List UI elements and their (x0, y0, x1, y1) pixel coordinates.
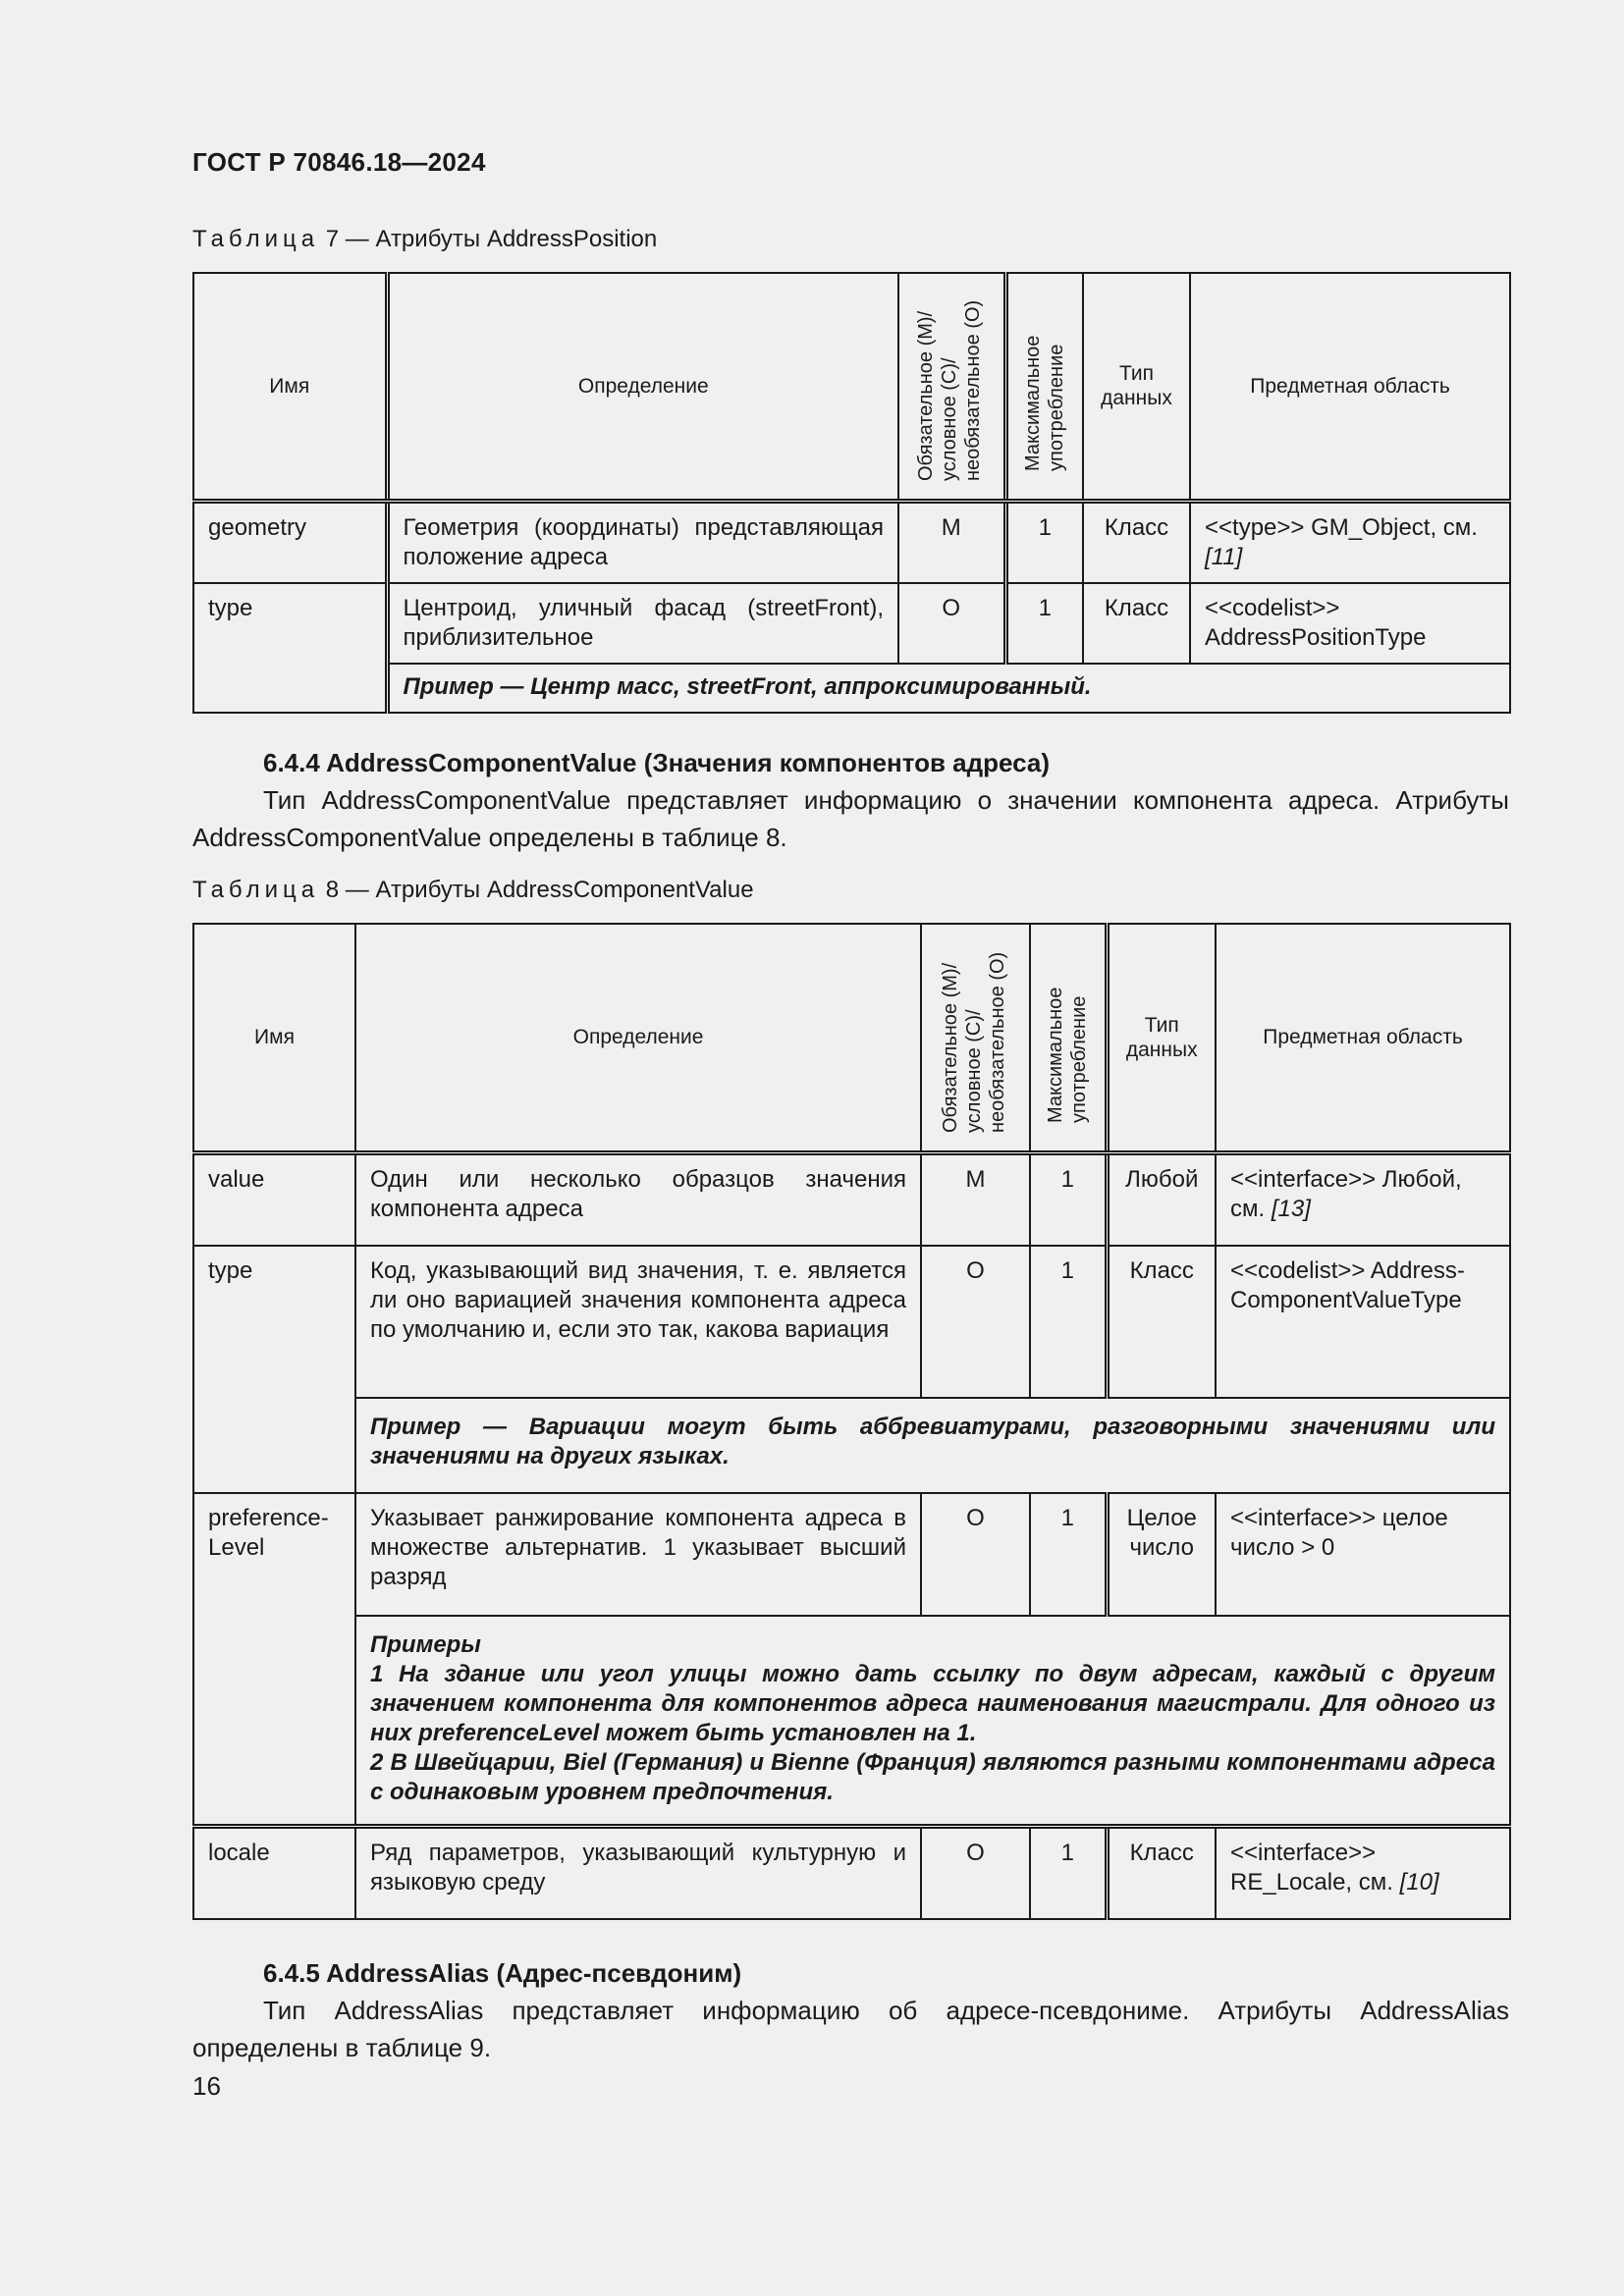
table7-cell-type: Класс (1083, 501, 1190, 583)
table8-example-type: Пример — Вариации могут быть аббревиатурами, разговорными значениями или значениями на других языках. (355, 1398, 1510, 1493)
table8-cell-type: Целое число (1107, 1493, 1216, 1616)
table7-caption (192, 226, 657, 253)
section-6-4-4 (192, 744, 1509, 856)
page-number: 16 (192, 2071, 221, 2101)
table8-cell-domain (1216, 1493, 1510, 1616)
section-heading: 6.4.4 AddressComponentValue (Значения компонентов адреса) (263, 748, 1051, 777)
table8-cell-max: 1 (1030, 1826, 1107, 1919)
table8-cell-domain (1216, 1826, 1510, 1919)
table-row (193, 1246, 1510, 1398)
table-row (193, 1398, 1510, 1493)
table-row (193, 1493, 1510, 1616)
table8-header-max-text: Максимальное употребление (1045, 987, 1091, 1123)
table7-cell-name: type (193, 583, 387, 713)
table7-header-domain: Предметная область (1190, 273, 1510, 501)
table8-cell-domain (1216, 1152, 1510, 1246)
table8-header-max (1030, 924, 1107, 1152)
section-6-4-5 (192, 1954, 1509, 2066)
table8-caption-word: Таблица (192, 877, 320, 903)
table8-domain-text: <<codelist>> Address-ComponentValueType (1230, 1257, 1465, 1313)
table7-header-definition: Определение (387, 273, 898, 501)
table8-domain-text: <<interface>> Любой, см. (1230, 1165, 1462, 1222)
table7-header-row (193, 273, 1510, 501)
table-row (193, 501, 1510, 583)
table8-caption (192, 877, 754, 904)
table7-header-obligation-text: Обязательное (M)/ условное (C)/ необязательное (O) (915, 300, 985, 482)
table8-header-domain: Предметная область (1216, 924, 1510, 1152)
table8-cell-obligation: M (921, 1152, 1030, 1246)
table7-example: Пример — Центр масс, streetFront, аппроксимированный. (387, 664, 1510, 713)
table8-domain-text: <<interface>> целое число > 0 (1230, 1505, 1448, 1561)
table8-cell-domain (1216, 1246, 1510, 1398)
table-row (193, 1152, 1510, 1246)
table8-cell-type: Любой (1107, 1152, 1216, 1246)
table7-header-type: Тип данных (1083, 273, 1190, 501)
table7 (192, 272, 1511, 714)
table8-cell-max: 1 (1030, 1152, 1107, 1246)
table7-domain-text: <<type>> GM_Object, см. (1205, 513, 1478, 541)
table7-cell-max: 1 (1005, 501, 1083, 583)
table8 (192, 923, 1511, 1920)
table-row (193, 583, 1510, 664)
table8-header-obligation-text: Обязательное (M)/ условное (C)/ необязательное (O) (940, 951, 1008, 1133)
table7-header-obligation (898, 273, 1005, 501)
table8-header-definition: Определение (355, 924, 921, 1152)
table8-cell-max: 1 (1030, 1493, 1107, 1616)
table8-cell-name: type (193, 1246, 355, 1493)
document-header: ГОСТ Р 70846.18—2024 (192, 147, 486, 177)
table8-header-obligation (921, 924, 1030, 1152)
example-item-1: 1 На здание или угол улицы можно дать ссылку по двум адресам, каждый с другим значением компонента для компонентов адреса наименования магистрали. Для одного из них preferenceLevel может быть установлен на 1. (370, 1661, 1495, 1746)
table7-cell-type: Класс (1083, 583, 1190, 664)
table8-cell-obligation: O (921, 1493, 1030, 1616)
table8-domain-text: <<interface>> RE_Locale, см. (1230, 1839, 1400, 1896)
table7-header-name: Имя (193, 273, 387, 501)
table7-domain-ref: [11] (1205, 543, 1243, 570)
table8-cell-definition: Ряд параметров, указывающий культурную и языковую среду (355, 1826, 921, 1919)
table8-cell-max: 1 (1030, 1246, 1107, 1398)
table-row (193, 664, 1510, 713)
table7-cell-domain (1190, 583, 1510, 664)
table8-example-pref (355, 1616, 1510, 1826)
table8-header-row (193, 924, 1510, 1152)
table8-cell-obligation: O (921, 1826, 1030, 1919)
table8-domain-ref: [13] (1271, 1195, 1311, 1222)
table8-cell-definition: Указывает ранжирование компонента адреса в множестве альтернатив. 1 указывает высший разряд (355, 1493, 921, 1616)
table8-cell-type: Класс (1107, 1826, 1216, 1919)
table7-cell-definition: Геометрия (координаты) представляющая положение адреса (387, 501, 898, 583)
table7-header-max (1005, 273, 1083, 501)
table8-cell-definition: Один или несколько образцов значения компонента адреса (355, 1152, 921, 1246)
section-paragraph: Тип AddressAlias представляет информацию об адресе-псевдониме. Атрибуты AddressAlias определены в таблице 9. (192, 1996, 1509, 2062)
table8-caption-rest: 8 — Атрибуты AddressComponentValue (319, 877, 754, 903)
table8-cell-name: value (193, 1152, 355, 1246)
table7-cell-domain (1190, 501, 1510, 583)
table-row (193, 1616, 1510, 1826)
table7-header-max-text: Максимальное употребление (1022, 335, 1068, 472)
table8-cell-definition: Код, указывающий вид значения, т. е. является ли оно вариацией значения компонента адреса по умолчанию и, если это так, какова вариация (355, 1246, 921, 1398)
section-heading: 6.4.5 AddressAlias (Адрес-псевдоним) (263, 1958, 742, 1988)
table7-cell-max: 1 (1005, 583, 1083, 664)
example-title: Примеры (370, 1631, 481, 1658)
table7-domain-text: <<codelist>> AddressPositionType (1205, 594, 1427, 651)
table8-cell-obligation: O (921, 1246, 1030, 1398)
table7-cell-obligation: M (898, 501, 1005, 583)
table7-cell-name: geometry (193, 501, 387, 583)
table8-cell-name: preference-Level (193, 1493, 355, 1826)
table7-cell-obligation: O (898, 583, 1005, 664)
table8-domain-ref: [10] (1399, 1868, 1439, 1896)
section-paragraph: Тип AddressComponentValue представляет информацию о значении компонента адреса. Атрибуты AddressComponentValue определены в таблице 8. (192, 785, 1509, 852)
table8-header-name: Имя (193, 924, 355, 1152)
example-item-2: 2 В Швейцарии, Biel (Германия) и Bienne (Франция) являются разными компонентами адреса с одинаковым уровнем предпочтения. (370, 1749, 1495, 1805)
table8-cell-name: locale (193, 1826, 355, 1919)
table8-header-type: Тип данных (1107, 924, 1216, 1152)
table7-caption-word: Таблица (192, 226, 320, 252)
table7-caption-rest: 7 — Атрибуты AddressPosition (319, 226, 658, 252)
table8-cell-type: Класс (1107, 1246, 1216, 1398)
table7-cell-definition: Центроид, уличный фасад (streetFront), приблизительное (387, 583, 898, 664)
table-row (193, 1826, 1510, 1919)
